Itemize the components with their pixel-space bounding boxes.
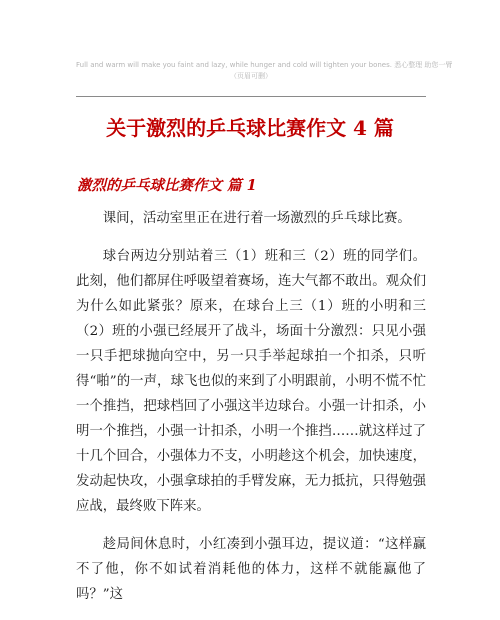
header-note-line-1: Full and warm will make you faint and lazy, while hunger and cold will tighten your bones. 悉心整理 助您一臂 bbox=[76, 61, 453, 69]
section-heading: 激烈的乒乓球比赛作文 篇 1 bbox=[77, 177, 257, 194]
document-title: 关于激烈的乒乓球比赛作文 4 篇 bbox=[106, 116, 394, 140]
page-header-note bbox=[76, 60, 453, 82]
document-body bbox=[76, 206, 426, 620]
header-divider bbox=[76, 96, 426, 97]
paragraph-1: 课间，活动室里正在进行着一场激烈的乒乓球比赛。 bbox=[102, 211, 411, 226]
paragraph-3: 趁局间休息时，小红凑到小强耳边，提议道：“这样赢不了他，你不如试着消耗他的体力，这样不就能赢他了吗？”这 bbox=[76, 537, 426, 602]
header-note-line-2: （页眉可删） bbox=[230, 72, 272, 80]
paragraph-2: 球台两边分别站着三（1）班和三（2）班的同学们。此刻，他们都屏住呼吸望着赛场，连大气都不敢出。观众们为什么如此紧张？原来，在球台上三（1）班的小明和三（2）班的小强已经展开了战斗，场面十分激烈：只见小强一只手把球抛向空中，另一只手举起球拍一个扣杀，只听得“啪”的一声，球飞也似的来到了小明跟前，小明不慌不忙一个推挡，把球档回了小强这半边球台。小强一计扣杀，小明一个推挡，小强一计扣杀，小明一个推挡……就这样过了十几个回合，小强体力不支，小明趁这个机会，加快速度，发动起快攻，小强拿球拍的手臂发麻，无力抵抗，只得勉强应战，最终败下阵来。 bbox=[76, 249, 426, 514]
